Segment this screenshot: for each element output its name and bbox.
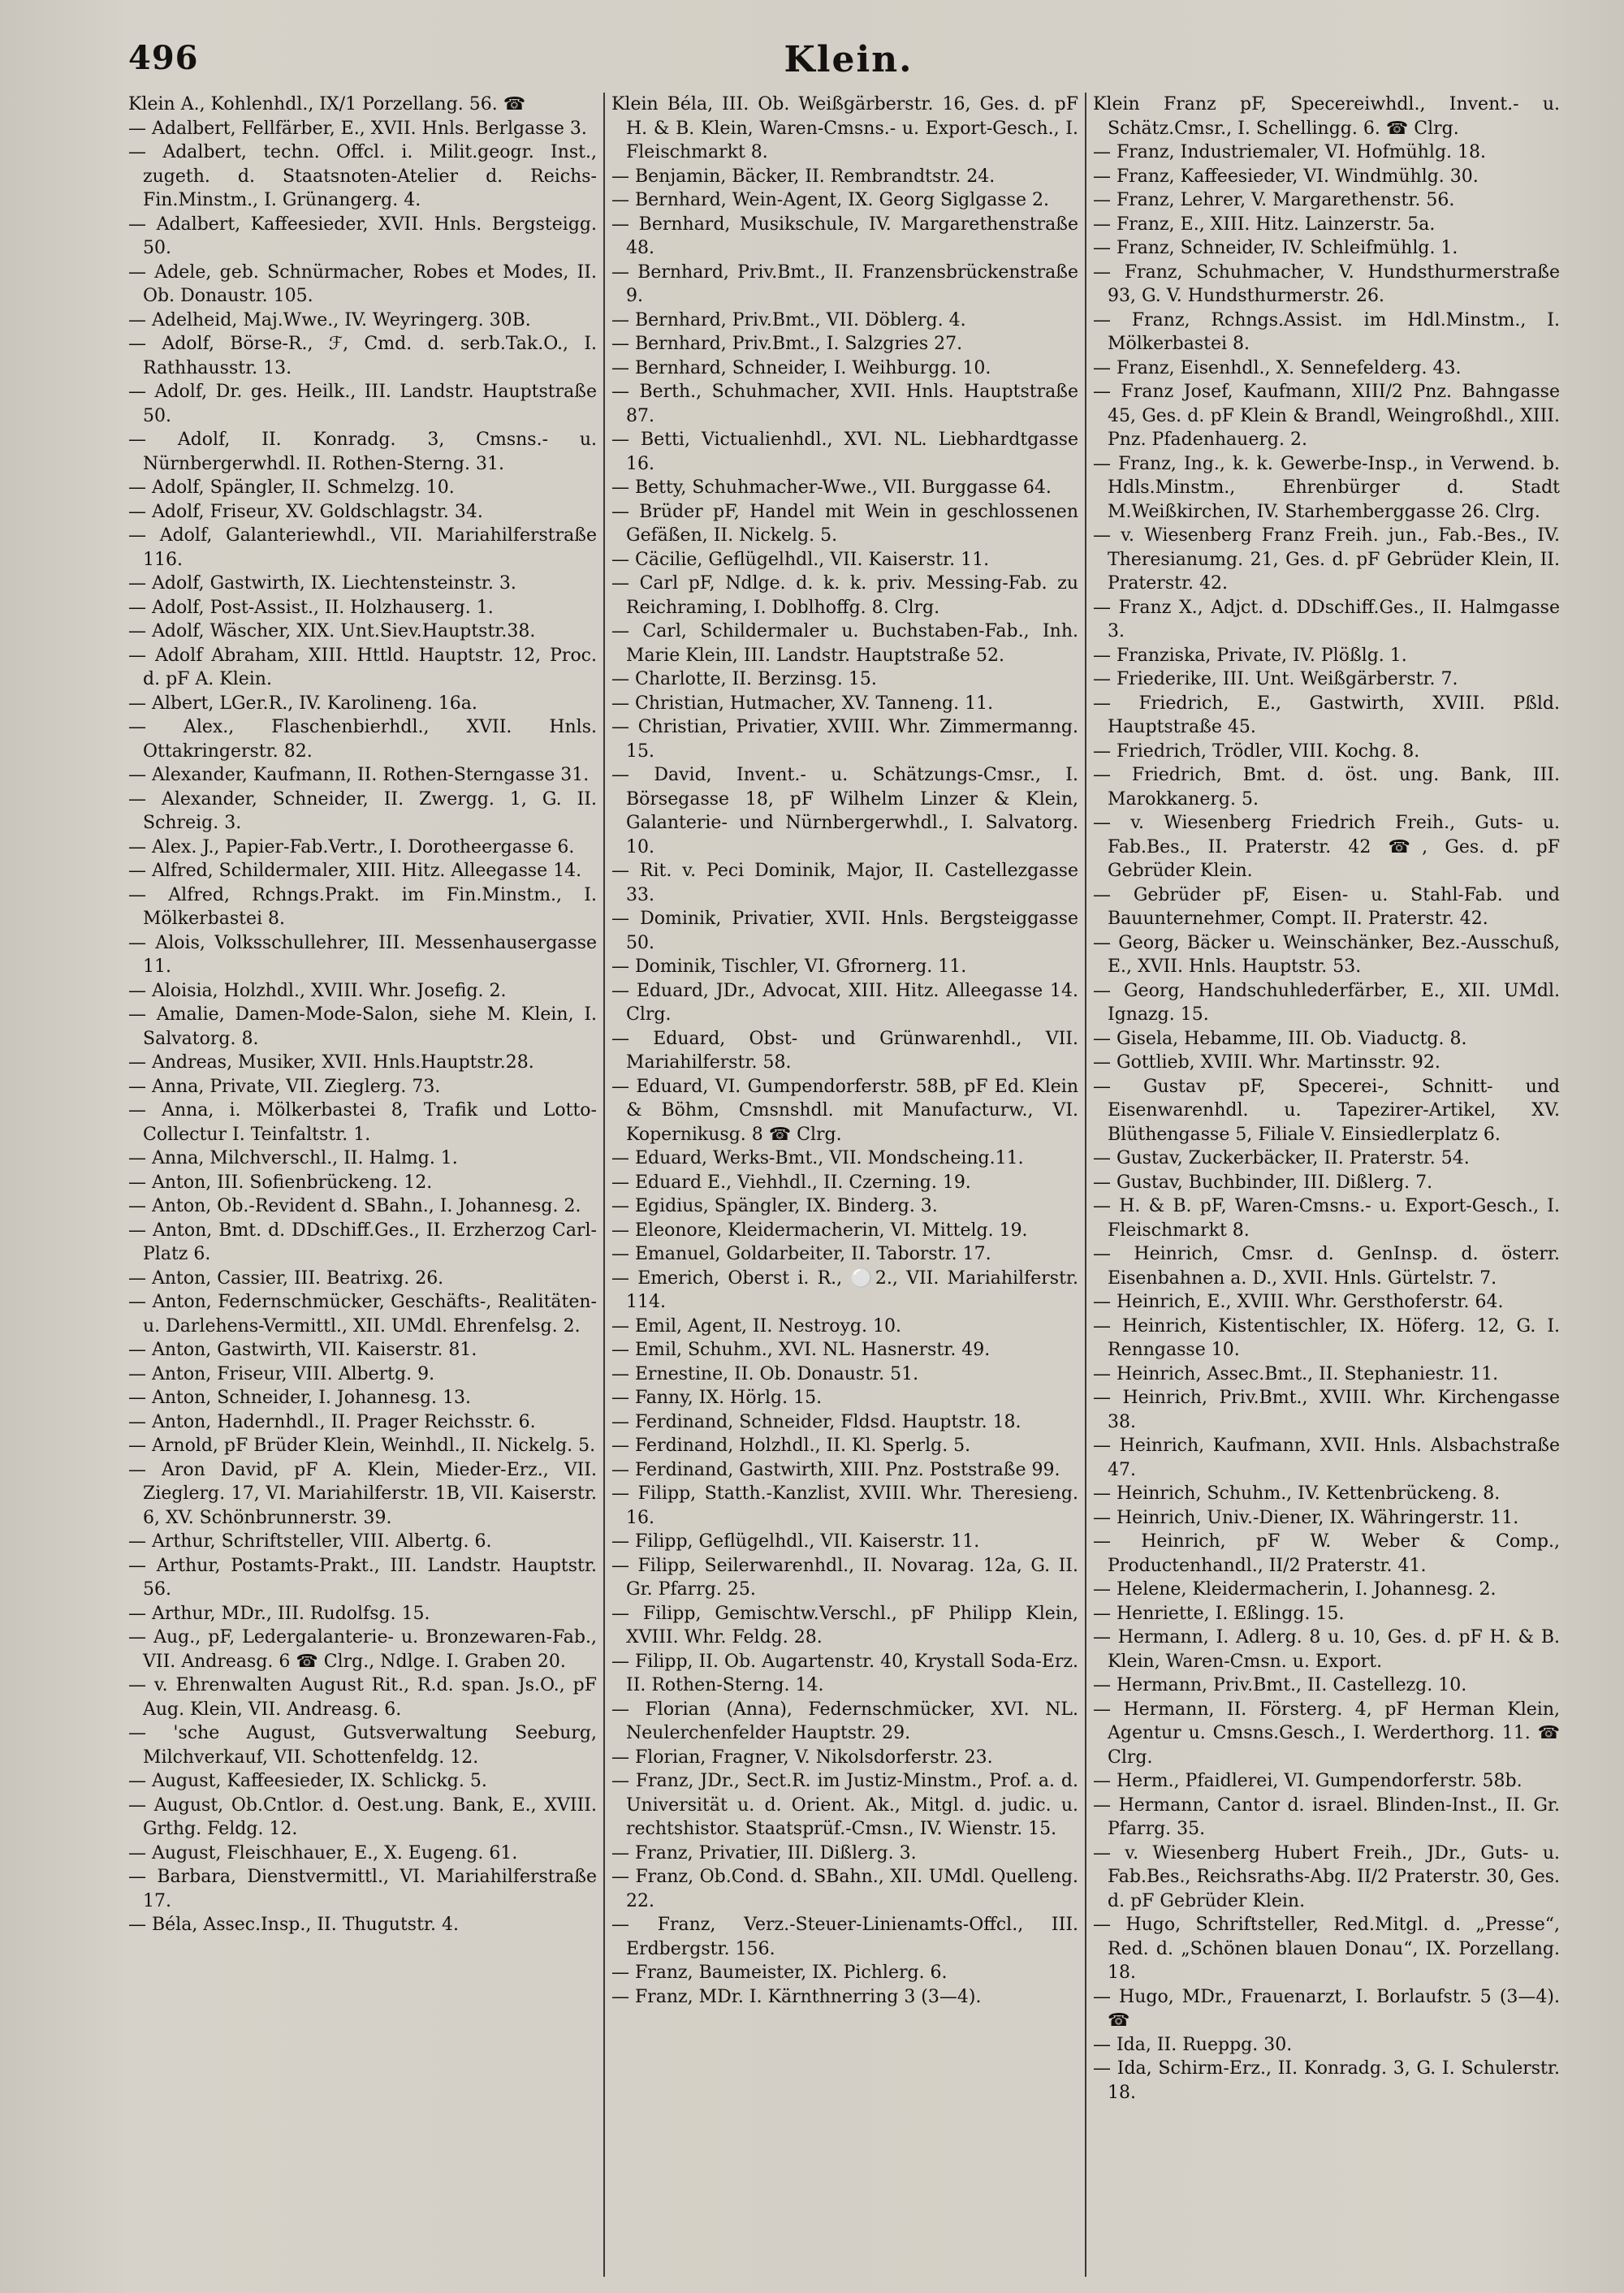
directory-entry: — Anton, Ob.-Revident d. SBahn., I. Johannesg. 2. [128, 1196, 581, 1216]
directory-entry: — Bernhard, Schneider, I. Weihburgg. 10. [611, 357, 991, 378]
directory-entry: — Anna, Private, VII. Zieglerg. 73. [128, 1076, 441, 1097]
directory-entry: — v. Wiesenberg Hubert Freih., JDr., Guts- u. Fab.Bes., Reichsraths-Abg. II/2 Praterstr. 30, Ges. d. pF Gebrüder Klein. [1093, 1842, 1560, 1911]
directory-entry: — Adalbert, Fellfärber, E., XVII. Hnls. Berlgasse 3. [128, 118, 587, 139]
directory-entry: — Ferdinand, Schneider, Fldsd. Hauptstr. 18. [611, 1411, 1021, 1432]
directory-entry: — H. & B. pF, Waren-Cmsns.- u. Export-Gesch., I. Fleischmarkt 8. [1093, 1196, 1560, 1241]
directory-entry: — Hermann, I. Adlerg. 8 u. 10, Ges. d. pF H. & B. Klein, Waren-Cmsn. u. Export. [1093, 1627, 1560, 1672]
directory-entry: — v. Wiesenberg Franz Freih. jun., Fab.-Bes., IV. Theresianumg. 21, Ges. d. pF Gebrüder Klein, II. Praterstr. 42. [1093, 525, 1560, 594]
directory-entry: — Friedrich, Trödler, VIII. Kochg. 8. [1093, 741, 1420, 762]
directory-entry: — Adolf, Dr. ges. Heilk., III. Landstr. Hauptstraße 50. [128, 382, 597, 426]
directory-entry: — Adolf, Friseur, XV. Goldschlagstr. 34. [128, 501, 483, 522]
directory-entry: — Ferdinand, Gastwirth, XIII. Pnz. Poststraße 99. [611, 1459, 1060, 1480]
directory-entry: — Adalbert, techn. Offcl. i. Milit.geogr. Inst., zugeth. d. Staatsnoten-Atelier d. Reichs-Fin.Minstm., I. Grünangerg. 4. [128, 142, 597, 210]
directory-entry: — Anna, i. Mölkerbastei 8, Trafik und Lotto-Collectur I. Teinfaltstr. 1. [128, 1100, 597, 1145]
directory-entry: — Franz X., Adjct. d. DDschiff.Ges., II. Halmgasse 3. [1093, 597, 1560, 641]
directory-entry: — Heinrich, E., XVIII. Whr. Gersthoferstr. 64. [1093, 1292, 1504, 1312]
directory-entry: — August, Fleischhauer, E., X. Eugeng. 61. [128, 1842, 518, 1863]
directory-entry: — Alois, Volksschullehrer, III. Messenhausergasse 11. [128, 932, 597, 977]
directory-entry: — Anton, Cassier, III. Beatrixg. 26. [128, 1267, 444, 1289]
directory-entry: — Arthur, MDr., III. Rudolfsg. 15. [128, 1603, 430, 1624]
directory-entry: — Hermann, II. Försterg. 4, pF Herman Klein, Agentur u. Cmsns.Gesch., I. Werderthorg. 11. ☎ Clrg. [1093, 1699, 1560, 1768]
directory-entry: — Carl pF, Ndlge. d. k. k. priv. Messing-Fab. zu Reichraming, I. Doblhoffg. 8. Clrg. [611, 573, 1078, 618]
directory-entry: — Eduard, VI. Gumpendorferstr. 58B, pF Ed. Klein & Böhm, Cmsnshdl. mit Manufacturw., VI. Kopernikusg. 8 ☎ Clrg. [611, 1076, 1078, 1145]
directory-entry: — Franz, Eisenhdl., X. Sennefelderg. 43. [1093, 357, 1462, 378]
directory-entry: — Franz, Ing., k. k. Gewerbe-Insp., in Verwend. b. Hdls.Minstm., Ehrenbürger d. Stadt M.Weißkirchen, IV. Starhemberggasse 26. Clrg. [1093, 453, 1560, 522]
directory-entry: — Benjamin, Bäcker, II. Rembrandtstr. 24. [611, 166, 996, 187]
directory-entry: — Franziska, Private, IV. Plößlg. 1. [1093, 645, 1407, 666]
directory-entry: — Carl, Schildermaler u. Buchstaben-Fab., Inh. Marie Klein, III. Landstr. Hauptstraße 52. [611, 621, 1078, 666]
directory-entry: — Arthur, Postamts-Prakt., III. Landstr. Hauptstr. 56. [128, 1555, 597, 1600]
directory-entry: — Hugo, MDr., Frauenarzt, I. Borlaufstr. 5 (3—4). ☎ [1093, 1986, 1560, 2031]
directory-entry: — Albert, LGer.R., IV. Karolineng. 16a. [128, 693, 477, 714]
directory-entry: — Adolf, II. Konradg. 3, Cmsns.- u. Nürnbergerwhdl. II. Rothen-Sterng. 31. [128, 430, 597, 474]
directory-entry: — Eduard E., Viehhdl., II. Czerning. 19. [611, 1172, 971, 1193]
directory-entry: — Emerich, Oberst i. R., ⚪2., VII. Mariahilferstr. 114. [611, 1267, 1078, 1312]
directory-entry: Klein Franz pF, Specereiwhdl., Invent.- u. Schätz.Cmsr., I. Schellingg. 6. ☎ Clrg. [1093, 94, 1560, 139]
directory-entry: — Christian, Hutmacher, XV. Tanneng. 11. [611, 693, 994, 714]
directory-entry: — Alex., Flaschenbierhdl., XVII. Hnls. Ottakringerstr. 82. [128, 717, 597, 762]
directory-entry: — Franz, E., XIII. Hitz. Lainzerstr. 5a. [1093, 214, 1436, 235]
directory-entry: — Alexander, Schneider, II. Zwergg. 1, G. II. Schreig. 3. [128, 788, 597, 833]
directory-entry: — Andreas, Musiker, XVII. Hnls.Hauptstr.28. [128, 1052, 534, 1073]
directory-entry: — Anna, Milchverschl., II. Halmg. 1. [128, 1148, 458, 1168]
directory-entry: — Heinrich, Kistentischler, IX. Höferg. 12, G. I. Renngasse 10. [1093, 1315, 1560, 1360]
directory-entry: — Emil, Agent, II. Nestroyg. 10. [611, 1315, 901, 1337]
directory-entry: — Filipp, Seilerwarenhdl., II. Novarag. 12a, G. II. Gr. Pfarrg. 25. [611, 1555, 1078, 1600]
directory-entry: — August, Ob.Cntlor. d. Oest.ung. Bank, E., XVIII. Grthg. Feldg. 12. [128, 1794, 597, 1839]
directory-entry: — Gustav, Buchbinder, III. Dißlerg. 7. [1093, 1172, 1433, 1193]
directory-entry: — v. Wiesenberg Friedrich Freih., Guts- u. Fab.Bes., II. Praterstr. 42 ☎, Ges. d. pF Gebrüder Klein. [1093, 813, 1560, 881]
directory-entry: — v. Ehrenwalten August Rit., R.d. span. Js.O., pF Aug. Klein, VII. Andreasg. 6. [128, 1675, 597, 1720]
directory-entry: — Heinrich, Kaufmann, XVII. Hnls. Alsbachstraße 47. [1093, 1436, 1560, 1480]
directory-entry: — Heinrich, Assec.Bmt., II. Stephaniestr. 11. [1093, 1363, 1499, 1384]
directory-entry: — Gisela, Hebamme, III. Ob. Viaductg. 8. [1093, 1028, 1467, 1049]
directory-entry: — Franz Josef, Kaufmann, XIII/2 Pnz. Bahngasse 45, Ges. d. pF Klein & Brandl, Weingroßhdl., XIII. Pnz. Pfadenhauerg. 2. [1093, 382, 1560, 450]
directory-entry: — Aron David, pF A. Klein, Mieder-Erz., VII. Zieglerg. 17, VI. Mariahilferstr. 1B, VII. Kaiserstr. 6, XV. Schönbrunnerstr. 39. [128, 1459, 597, 1528]
page-header [122, 39, 1575, 88]
directory-entry: — Adolf, Galanteriewhdl., VII. Mariahilferstraße 116. [128, 525, 597, 570]
directory-entry: — Gottlieb, XVIII. Whr. Martinsstr. 92. [1093, 1052, 1440, 1073]
column-right [1085, 93, 1566, 2277]
directory-entry: — Barbara, Dienstvermittl., VI. Mariahilferstraße 17. [128, 1867, 597, 1911]
directory-entry: — Arthur, Schriftsteller, VIII. Albertg. 6. [128, 1531, 492, 1552]
directory-entry: — Eduard, Obst- und Grünwarenhdl., VII. Mariahilferstr. 58. [611, 1028, 1078, 1073]
directory-entry: — Bernhard, Musikschule, IV. Margarethenstraße 48. [611, 214, 1078, 258]
directory-entry: — Henriette, I. Eßlingg. 15. [1093, 1603, 1345, 1624]
directory-entry: — Georg, Handschuhlederfärber, E., XII. UMdl. Ignazg. 15. [1093, 980, 1560, 1025]
directory-entry: Klein Béla, III. Ob. Weißgärberstr. 16, Ges. d. pF H. & B. Klein, Waren-Cmsns.- u. Export-Gesch., I. Fleischmarkt 8. [611, 94, 1078, 162]
directory-entry: — Dominik, Tischler, VI. Gfrornerg. 11. [611, 956, 967, 977]
directory-columns [122, 93, 1567, 2277]
directory-entry: — Hermann, Priv.Bmt., II. Castellezg. 10. [1093, 1675, 1467, 1695]
directory-entry: — Alexander, Kaufmann, II. Rothen-Sterngasse 31. [128, 765, 590, 785]
column-middle [603, 93, 1085, 2277]
directory-entry: — Franz, Schuhmacher, V. Hundsthurmerstraße 93, G. V. Hundsthurmerstr. 26. [1093, 261, 1560, 306]
directory-entry: — Anton, Schneider, I. Johannesg. 13. [128, 1388, 471, 1408]
directory-entry: — Franz, Ob.Cond. d. SBahn., XII. UMdl. Quelleng. 22. [611, 1867, 1078, 1911]
directory-entry: — Ernestine, II. Ob. Donaustr. 51. [611, 1363, 919, 1384]
directory-entry: — Aug., pF, Ledergalanterie- u. Bronzewaren-Fab., VII. Andreasg. 6 ☎ Clrg., Ndlge. I. Graben 20. [128, 1627, 597, 1672]
directory-entry: — Helene, Kleidermacherin, I. Johannesg. 2. [1093, 1579, 1497, 1600]
directory-entry: — Cäcilie, Geflügelhdl., VII. Kaiserstr. 11. [611, 549, 990, 570]
directory-entry: — Eduard, JDr., Advocat, XIII. Hitz. Alleegasse 14. Clrg. [611, 980, 1078, 1025]
directory-entry: — Emanuel, Goldarbeiter, II. Taborstr. 17. [611, 1244, 991, 1264]
directory-entry: — Charlotte, II. Berzinsg. 15. [611, 669, 877, 689]
directory-entry: — Hugo, Schriftsteller, Red.Mitgl. d. „Presse“, Red. d. „Schönen blauen Donau“, IX. Porzellang. 18. [1093, 1915, 1560, 1983]
directory-entry: — Alex. J., Papier-Fab.Vertr., I. Dorotheergasse 6. [128, 836, 575, 857]
directory-entry: — Adolf Abraham, XIII. Httld. Hauptstr. 12, Proc. d. pF A. Klein. [128, 645, 597, 689]
directory-entry: — Franz, Baumeister, IX. Pichlerg. 6. [611, 1963, 948, 1983]
directory-entry: — Filipp, Statth.-Kanzlist, XVIII. Whr. Theresieng. 16. [611, 1483, 1078, 1528]
directory-entry: — Anton, Federnschmücker, Geschäfts-, Realitäten- u. Darlehens-Vermittl., XII. UMdl. Ehrenfelsg. 2. [128, 1292, 597, 1337]
directory-entry: — Alfred, Rchngs.Prakt. im Fin.Minstm., I. Mölkerbastei 8. [128, 884, 597, 929]
running-head: Klein. [784, 39, 914, 80]
directory-entry: — Adolf, Spängler, II. Schmelzg. 10. [128, 477, 455, 498]
directory-entry: — Eleonore, Kleidermacherin, VI. Mittelg. 19. [611, 1220, 1028, 1241]
directory-entry: Klein A., Kohlenhdl., IX/1 Porzellang. 56. ☎ [128, 94, 526, 114]
directory-entry: — Franz, MDr. I. Kärnthnerring 3 (3—4). [611, 1986, 982, 2007]
directory-entry: — Adolf, Gastwirth, IX. Liechtensteinstr. 3. [128, 573, 516, 594]
directory-entry: — Brüder pF, Handel mit Wein in geschlossenen Gefäßen, II. Nickelg. 5. [611, 501, 1078, 546]
directory-entry: — Friedrich, E., Gastwirth, XVIII. Pßld. Hauptstraße 45. [1093, 693, 1560, 737]
directory-entry: — Berth., Schuhmacher, XVII. Hnls. Hauptstraße 87. [611, 382, 1078, 426]
directory-entry: — Franz, Rchngs.Assist. im Hdl.Minstm., I. Mölkerbastei 8. [1093, 309, 1560, 354]
directory-entry: — Friederike, III. Unt. Weißgärberstr. 7. [1093, 669, 1458, 689]
directory-entry: — Anton, Hadernhdl., II. Prager Reichsstr. 6. [128, 1411, 536, 1432]
directory-entry: — Gebrüder pF, Eisen- u. Stahl-Fab. und Bauunternehmer, Compt. II. Praterstr. 42. [1093, 884, 1560, 929]
directory-entry: — Dominik, Privatier, XVII. Hnls. Bergsteiggasse 50. [611, 909, 1078, 953]
directory-entry: — Amalie, Damen-Mode-Salon, siehe M. Klein, I. Salvatorg. 8. [128, 1004, 597, 1049]
directory-entry: — Franz, Lehrer, V. Margarethenstr. 56. [1093, 190, 1455, 210]
directory-entry: — Eduard, Werks-Bmt., VII. Mondscheing.11. [611, 1148, 1024, 1168]
directory-entry: — Bernhard, Priv.Bmt., VII. Döblerg. 4. [611, 309, 966, 330]
directory-entry: — Rit. v. Peci Dominik, Major, II. Castellezgasse 33. [611, 861, 1078, 905]
directory-entry: — Filipp, II. Ob. Augartenstr. 40, Krystall Soda-Erz. II. Rothen-Sterng. 14. [611, 1651, 1078, 1695]
directory-entry: — Alfred, Schildermaler, XIII. Hitz. Alleegasse 14. [128, 861, 582, 881]
directory-entry: — Hermann, Cantor d. israel. Blinden-Inst., II. Gr. Pfarrg. 35. [1093, 1794, 1560, 1839]
directory-entry: — Fanny, IX. Hörlg. 15. [611, 1388, 823, 1408]
directory-entry: — Filipp, Gemischtw.Verschl., pF Philipp Klein, XVIII. Whr. Feldg. 28. [611, 1603, 1078, 1647]
directory-entry: — Aloisia, Holzhdl., XVIII. Whr. Josefig. 2. [128, 980, 507, 1001]
directory-entry: — Bernhard, Priv.Bmt., I. Salzgries 27. [611, 334, 963, 354]
directory-entry: — August, Kaffeesieder, IX. Schlickg. 5. [128, 1771, 487, 1791]
column-left [122, 93, 603, 2277]
directory-entry: — Florian (Anna), Federnschmücker, XVI. NL. Neulerchenfelder Hauptstr. 29. [611, 1699, 1078, 1743]
directory-entry: — Adelheid, Maj.Wwe., IV. Weyringerg. 30B. [128, 309, 531, 330]
directory-entry: — Adalbert, Kaffeesieder, XVII. Hnls. Bergsteigg. 50. [128, 214, 597, 258]
directory-entry: — Anton, Friseur, VIII. Albertg. 9. [128, 1363, 435, 1384]
directory-entry: — Franz, Privatier, III. Dißlerg. 3. [611, 1842, 917, 1863]
directory-entry: — Ida, Schirm-Erz., II. Konradg. 3, G. I. Schulerstr. 18. [1093, 2058, 1560, 2103]
directory-entry: — David, Invent.- u. Schätzungs-Cmsr., I. Börsegasse 18, pF Wilhelm Linzer & Klein, Galanterie- und Nürnbergerwhdl., I. Salvatorg. 10. [611, 765, 1078, 857]
directory-entry: — Gustav, Zuckerbäcker, II. Praterstr. 54. [1093, 1148, 1470, 1168]
directory-entry: — Egidius, Spängler, IX. Binderg. 3. [611, 1196, 938, 1216]
directory-entry: — Betti, Victualienhdl., XVI. NL. Liebhardtgasse 16. [611, 430, 1078, 474]
directory-entry: — Ida, II. Rueppg. 30. [1093, 2034, 1293, 2055]
directory-entry: — Franz, Verz.-Steuer-Linienamts-Offcl., III. Erdbergstr. 156. [611, 1915, 1078, 1959]
directory-entry: — Franz, Kaffeesieder, VI. Windmühlg. 30. [1093, 166, 1479, 187]
directory-entry: — Ferdinand, Holzhdl., II. Kl. Sperlg. 5. [611, 1436, 971, 1456]
directory-entry: — Herm., Pfaidlerei, VI. Gumpendorferstr. 58b. [1093, 1771, 1522, 1791]
directory-entry: — Arnold, pF Brüder Klein, Weinhdl., II. Nickelg. 5. [128, 1436, 596, 1456]
directory-entry: — Béla, Assec.Insp., II. Thugutstr. 4. [128, 1915, 460, 1935]
directory-entry: — Bernhard, Priv.Bmt., II. Franzensbrückenstraße 9. [611, 261, 1078, 306]
directory-entry: — Friedrich, Bmt. d. öst. ung. Bank, III. Marokkanerg. 5. [1093, 765, 1560, 810]
directory-entry: — Bernhard, Wein-Agent, IX. Georg Siglgasse 2. [611, 190, 1049, 210]
directory-entry: — Heinrich, Priv.Bmt., XVIII. Whr. Kirchengasse 38. [1093, 1388, 1560, 1432]
directory-entry: — Heinrich, pF W. Weber & Comp., Productenhandl., II/2 Praterstr. 41. [1093, 1531, 1560, 1576]
directory-entry: — Anton, Bmt. d. DDschiff.Ges., II. Erzherzog Carl-Platz 6. [128, 1220, 597, 1264]
directory-entry: — Anton, III. Sofienbrückeng. 12. [128, 1172, 433, 1193]
directory-entry: — Adele, geb. Schnürmacher, Robes et Modes, II. Ob. Donaustr. 105. [128, 261, 597, 306]
directory-entry: — Heinrich, Schuhm., IV. Kettenbrückeng. 8. [1093, 1483, 1501, 1504]
directory-entry: — Filipp, Geflügelhdl., VII. Kaiserstr. 11. [611, 1531, 980, 1552]
directory-entry: — Betty, Schuhmacher-Wwe., VII. Burggasse 64. [611, 477, 1052, 498]
directory-entry: — Adolf, Post-Assist., II. Holzhauserg. 1. [128, 597, 494, 618]
directory-entry: — Adolf, Börse-R., ℱ, Cmd. d. serb.Tak.O., I. Rathhausstr. 13. [128, 334, 597, 378]
directory-entry: — Emil, Schuhm., XVI. NL. Hasnerstr. 49. [611, 1340, 991, 1360]
directory-entry: — Christian, Privatier, XVIII. Whr. Zimmermanng. 15. [611, 717, 1078, 762]
directory-entry: — Franz, Schneider, IV. Schleifmühlg. 1. [1093, 238, 1458, 258]
directory-entry: — Gustav pF, Specerei-, Schnitt- und Eisenwarenhdl. u. Tapezirer-Artikel, XV. Blüthengasse 5, Filiale V. Einsiedlerplatz 6. [1093, 1076, 1560, 1145]
directory-entry: — Heinrich, Cmsr. d. GenInsp. d. österr. Eisenbahnen a. D., XVII. Hnls. Gürtelstr. 7. [1093, 1244, 1560, 1289]
directory-entry: — Florian, Fragner, V. Nikolsdorferstr. 23. [611, 1747, 993, 1768]
directory-entry: — Franz, JDr., Sect.R. im Justiz-Minstm., Prof. a. d. Universität u. d. Orient. Ak., Mitgl. d. judic. u. rechtshistor. Staatsprüf.-Cmsn., IV. Wienstr. 15. [611, 1771, 1078, 1839]
directory-entry: — Anton, Gastwirth, VII. Kaiserstr. 81. [128, 1340, 477, 1360]
page-number: 496 [128, 39, 199, 77]
directory-entry: — Franz, Industriemaler, VI. Hofmühlg. 18. [1093, 142, 1486, 162]
directory-entry: — Georg, Bäcker u. Weinschänker, Bez.-Ausschuß, E., XVII. Hnls. Hauptstr. 53. [1093, 932, 1560, 977]
directory-entry: — Heinrich, Univ.-Diener, IX. Währingerstr. 11. [1093, 1507, 1519, 1528]
directory-entry: — Adolf, Wäscher, XIX. Unt.Siev.Hauptstr.38. [128, 621, 536, 641]
directory-entry: — 'sche August, Gutsverwaltung Seeburg, Milchverkauf, VII. Schottenfeldg. 12. [128, 1723, 597, 1768]
